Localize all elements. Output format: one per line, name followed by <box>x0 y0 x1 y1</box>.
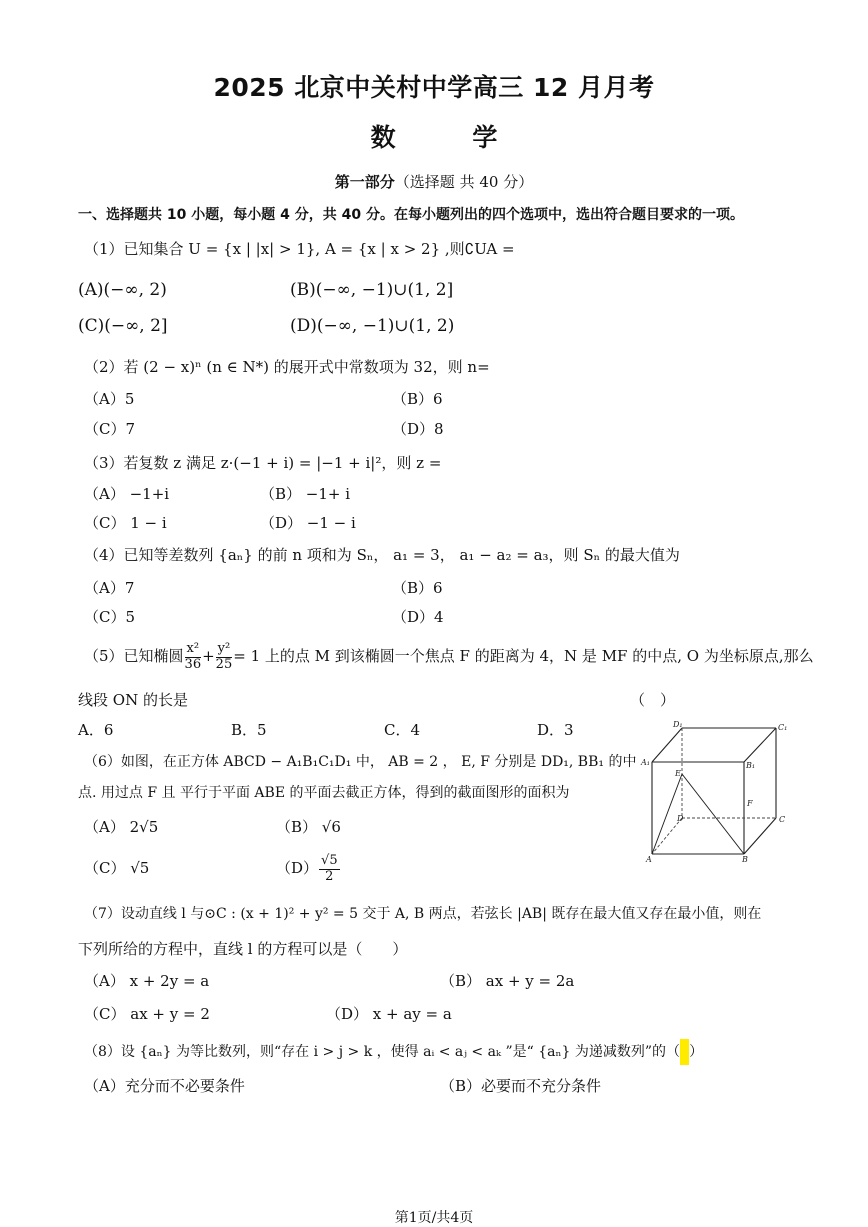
q6-option-d-num: √5 <box>321 853 338 869</box>
q7-stem-line2: 下列所给的方程中，直线 l 的方程可以是（ ） <box>78 940 408 958</box>
q8-option-a: （A）充分而不必要条件 <box>84 1077 245 1095</box>
q7-option-c: （C） ax + y = 2 <box>84 1005 210 1023</box>
cube-label-d: D <box>677 814 684 823</box>
q5-frac-y-num: y² <box>217 641 231 657</box>
q4-option-b: （B）6 <box>392 579 443 597</box>
q3-option-c: （C） 1 − i <box>84 514 167 532</box>
q7-stem-line1: （7）设动直线 l 与⊙C : (x + 1)² + y² = 5 交于 A, B 两点，若弦长 |AB| 既存在最大值又存在最小值，则在 <box>84 906 762 922</box>
q6-option-d <box>276 848 341 888</box>
q2-option-b: （B）6 <box>392 390 443 408</box>
q7-option-a: （A） x + 2y = a <box>84 972 210 990</box>
q5-frac-x-num: x² <box>186 641 200 657</box>
q2-option-d: （D）8 <box>392 420 444 438</box>
cube-label-c: C <box>779 815 786 824</box>
q5-option-c: C．4 <box>384 721 421 739</box>
q2-option-a: （A）5 <box>84 390 135 408</box>
q5-option-a: A．6 <box>78 721 114 739</box>
q5-fraction-y <box>216 642 233 672</box>
part-note: （选择题 共 40 分） <box>394 173 534 191</box>
q4-option-a: （A）7 <box>84 579 135 597</box>
cube-figure <box>640 718 792 864</box>
q6-option-d-den: 2 <box>325 868 334 884</box>
q5-fraction-x <box>185 642 202 672</box>
q1-option-b: (B)(−∞, −1)∪(1, 2] <box>290 280 454 300</box>
q6-stem-line1: （6）如图，在正方体 ABCD − A₁B₁C₁D₁ 中， AB = 2 ， E, F 分别是 DD₁, BB₁ 的中 <box>84 754 637 770</box>
cube-label-b: B <box>742 855 748 864</box>
part-label: 第一部分 <box>334 173 395 191</box>
q2-option-c: （C）7 <box>84 420 136 438</box>
q8-stem-text: （8）设 {aₙ} 为等比数列，则“存在 i > j > k ，使得 aᵢ < aⱼ < aₖ ”是“ {aₙ} 为递减数列”的（ <box>84 1044 681 1060</box>
q5-frac-y-den: 25 <box>215 656 233 672</box>
q8-stem-close: ） <box>689 1044 704 1060</box>
cube-label-d1: D₁ <box>673 720 683 729</box>
section-instructions: 一、选择题共 10 小题，每小题 4 分，共 40 分。在每小题列出的四个选项中，选出符合题目要求的一项。 <box>78 207 744 223</box>
q6-option-c: （C） √5 <box>84 859 150 877</box>
q6-option-b: （B） √6 <box>276 818 341 836</box>
cube-label-f: F <box>747 799 753 808</box>
q5-frac-x-den: 36 <box>184 656 202 672</box>
q8-option-b: （B）必要而不充分条件 <box>440 1077 602 1095</box>
q5-plus: + <box>202 647 215 665</box>
q4-option-d: （D）4 <box>392 608 444 626</box>
q4-option-c: （C）5 <box>84 608 136 626</box>
q1-option-c: (C)(−∞, 2] <box>78 316 168 336</box>
q3-option-b: （B） −1+ i <box>260 485 351 503</box>
cube-label-a: A <box>646 855 652 864</box>
cube-label-b1: B₁ <box>746 761 756 770</box>
q2-stem: （2）若 (2 − x)ⁿ (n ∈ N*) 的展开式中常数项为 32，则 n= <box>84 358 490 376</box>
q6-stem-line2: 点. 用过点 F 且 平行于平面 ABE 的平面去截正方体，得到的截面图形的面积为 <box>78 785 570 801</box>
q5-stem-post: = 1 上的点 M 到该椭圆一个焦点 F 的距离为 4，N 是 MF 的中点, O 为坐标原点,那么 <box>233 647 814 665</box>
q6-option-d-label: （D） <box>276 859 319 877</box>
q1-stem: （1）已知集合 U = {x | |x| > 1}, A = {x | x > 2} ,则∁UA = <box>84 240 515 258</box>
part-heading <box>0 171 868 192</box>
highlight-marker <box>680 1039 689 1065</box>
q3-option-a: （A） −1+i <box>84 485 170 503</box>
cube-label-e: E <box>675 769 681 778</box>
page-footer: 第1页/共4页 <box>394 1210 474 1226</box>
q5-option-d: D．3 <box>537 721 574 739</box>
q7-option-b: （B） ax + y = 2a <box>440 972 575 990</box>
q3-option-d: （D） −1 − i <box>260 514 356 532</box>
q5-stem <box>84 637 814 675</box>
q5-stem-pre: （5）已知椭圆 <box>84 647 184 665</box>
cube-label-a1: A₁ <box>641 758 650 767</box>
q8-stem <box>84 1039 703 1065</box>
page-title: 2025 北京中关村中学高三 12 月月考 <box>213 73 655 102</box>
q6-option-d-fraction <box>319 854 340 884</box>
q3-stem: （3）若复数 z 满足 z·(−1 + i) = |−1 + i|²，则 z = <box>84 454 442 472</box>
cube-label-c1: C₁ <box>778 723 788 732</box>
q1-option-a: (A)(−∞, 2) <box>78 280 167 300</box>
q1-option-d: (D)(−∞, −1)∪(1, 2) <box>290 316 455 336</box>
q4-stem: （4）已知等差数列 {aₙ} 的前 n 项和为 Sₙ， a₁ = 3， a₁ − a₂ = a₃，则 Sₙ 的最大值为 <box>84 546 680 564</box>
q5-stem-line2: 线段 ON 的长是 <box>78 691 188 709</box>
q5-option-b: B．5 <box>231 721 267 739</box>
q7-option-d: （D） x + ay = a <box>326 1005 452 1023</box>
q5-answer-paren: （ ） <box>630 691 676 709</box>
q6-option-a: （A） 2√5 <box>84 818 159 836</box>
subject-title: 数 学 <box>370 123 532 152</box>
